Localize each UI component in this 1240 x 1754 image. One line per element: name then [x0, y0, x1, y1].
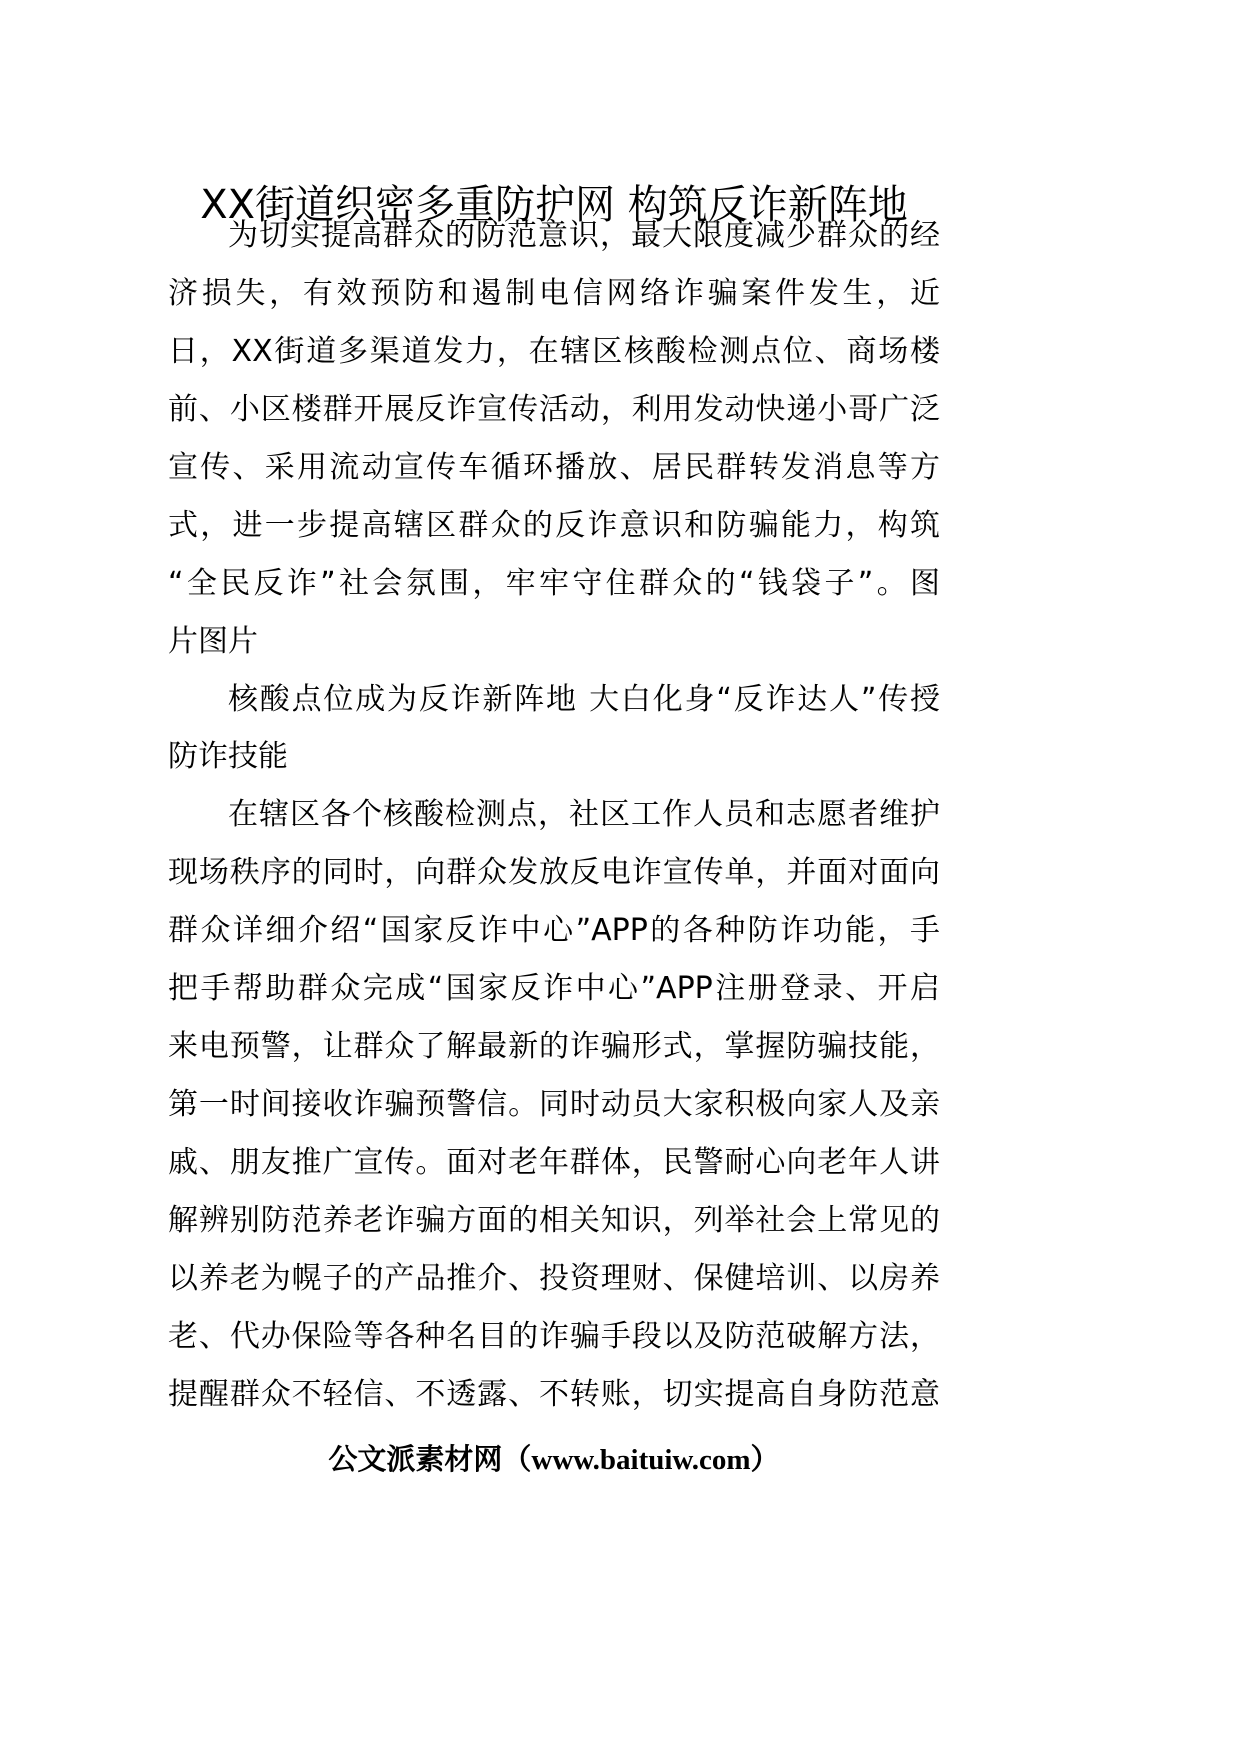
text-line: 式，进一步提高辖区群众的反诈意识和防骗能力，构筑 — [168, 507, 940, 543]
text-line: 第一时间接收诈骗预警信。同时动员大家积极向家人及亲 — [168, 1087, 940, 1123]
text-line: 前、小区楼群开展反诈宣传活动，利用发动快递小哥广泛 — [168, 391, 940, 427]
text-line: 防诈技能 — [168, 739, 288, 775]
footer-watermark: 公文派素材网（www.baituiw.com） — [328, 1444, 780, 1476]
text-line: 宣传、采用流动宣传车循环播放、居民群转发消息等方 — [168, 449, 940, 485]
text-line: 把手帮助群众完成“国家反诈中心”APP注册登录、开启 — [168, 971, 940, 1007]
text-line: 现场秩序的同时，向群众发放反电诈宣传单，并面对面向 — [168, 855, 940, 891]
paragraph-subheading — [168, 671, 940, 787]
text-line: 片图片 — [168, 623, 258, 659]
text-line: 群众详细介绍“国家反诈中心”APP的各种防诈功能，手 — [168, 913, 940, 949]
document-body — [168, 207, 940, 1424]
text-line: 以养老为幌子的产品推介、投资理财、保健培训、以房养 — [168, 1260, 940, 1296]
text-line: 为切实提高群众的防范意识，最大限度减少群众的经 — [228, 218, 940, 253]
text-line: 解辨别防范养老诈骗方面的相关知识，列举社会上常见的 — [168, 1202, 940, 1238]
text-line: 来电预警，让群众了解最新的诈骗形式，掌握防骗技能， — [168, 1029, 940, 1065]
paragraph-intro — [168, 207, 940, 671]
document-title: XX街道织密多重防护网 构筑反诈新阵地 — [200, 181, 908, 228]
text-line: 在辖区各个核酸检测点，社区工作人员和志愿者维护 — [228, 797, 940, 833]
text-line: “全民反诈”社会氛围，牢牢守住群众的“钱袋子”。图 — [168, 565, 940, 601]
text-line: 济损失，有效预防和遏制电信网络诈骗案件发生，近 — [168, 275, 940, 311]
text-line: 日，XX街道多渠道发力，在辖区核酸检测点位、商场楼 — [168, 333, 940, 369]
paragraph-details — [168, 786, 940, 1423]
text-line: 老、代办保险等各种名目的诈骗手段以及防范破解方法， — [168, 1318, 940, 1354]
text-line: 提醒群众不轻信、不透露、不转账，切实提高自身防范意 — [168, 1376, 940, 1412]
text-line: 核酸点位成为反诈新阵地 大白化身“反诈达人”传授 — [228, 681, 940, 717]
text-line: 戚、朋友推广宣传。面对老年群体，民警耐心向老年人讲 — [168, 1145, 940, 1180]
